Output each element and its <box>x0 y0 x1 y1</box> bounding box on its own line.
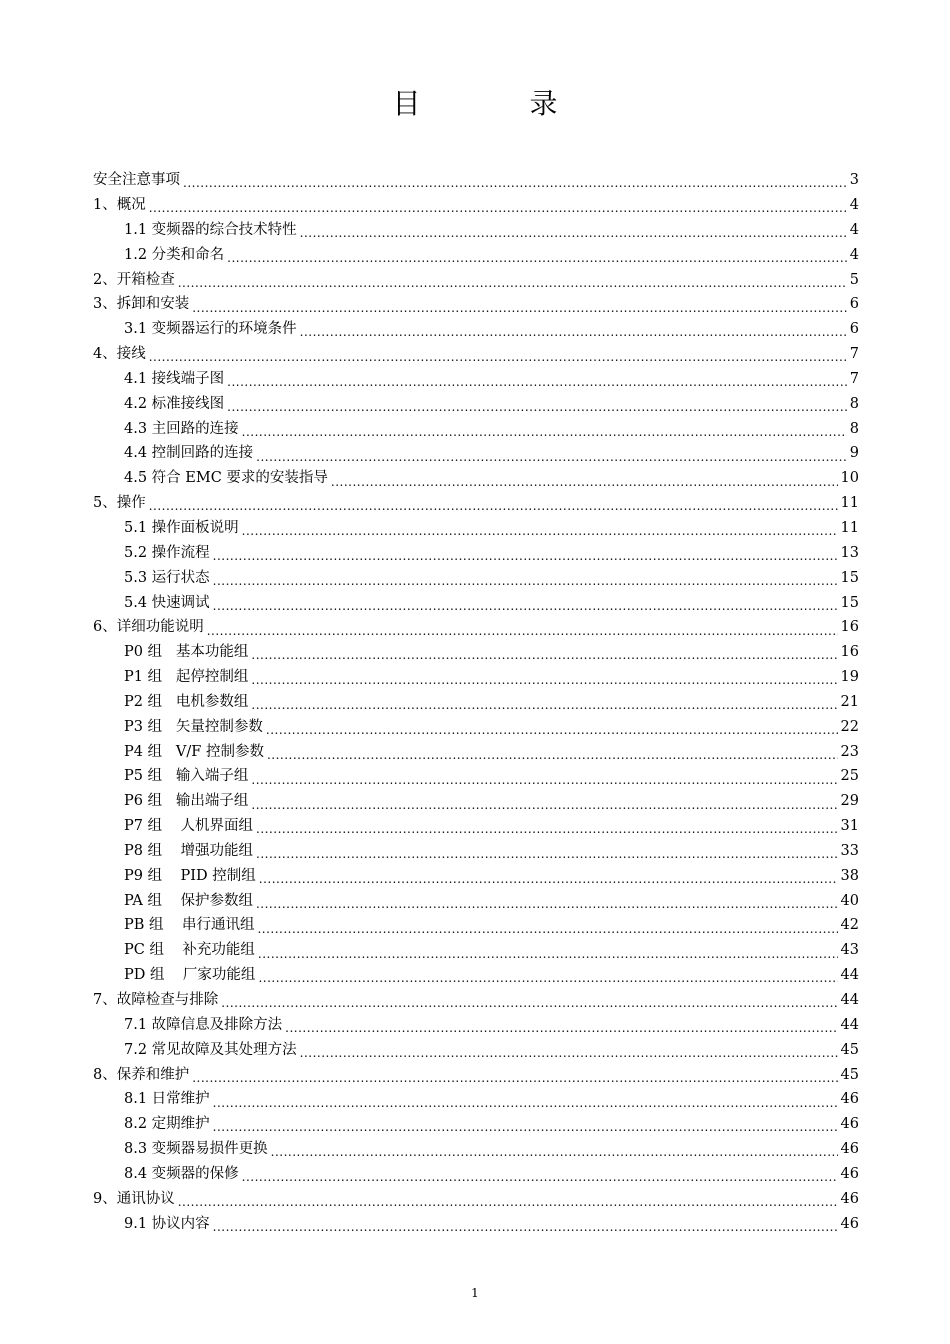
toc-entry[interactable] <box>93 491 859 516</box>
toc-entry-page: 5 <box>849 271 859 288</box>
toc-entry[interactable] <box>93 690 859 715</box>
toc-entry-page: 4 <box>849 221 859 238</box>
toc-entry-label: P0 组 基本功能组 <box>124 644 249 661</box>
toc-entry-page: 7 <box>849 346 859 363</box>
toc-entry[interactable] <box>93 218 859 243</box>
toc-entry-label: PC 组 补充功能组 <box>124 942 255 959</box>
toc-entry[interactable] <box>93 913 859 938</box>
toc-leader-dots <box>300 227 847 239</box>
toc-entry[interactable] <box>93 888 859 913</box>
toc-entry-label: P6 组 输出端子组 <box>124 793 249 810</box>
toc-entry[interactable] <box>93 1062 859 1087</box>
toc-entry-page: 46 <box>840 1116 859 1133</box>
toc-entry[interactable] <box>93 292 859 317</box>
toc-entry-label: 1、概况 <box>93 197 146 214</box>
toc-entry[interactable] <box>93 789 859 814</box>
toc-leader-dots <box>285 1022 837 1034</box>
toc-leader-dots <box>266 724 838 736</box>
toc-entry-page: 3 <box>849 172 859 189</box>
toc-leader-dots <box>149 351 847 363</box>
toc-entry[interactable] <box>93 267 859 292</box>
toc-entry-label: 2、开箱检查 <box>93 271 175 288</box>
toc-leader-dots <box>257 923 837 935</box>
toc-entry-page: 8 <box>849 420 859 437</box>
toc-entry-page: 15 <box>840 594 859 611</box>
toc-leader-dots <box>149 202 847 214</box>
toc-entry-label: 1.1 变频器的综合技术特性 <box>124 221 297 238</box>
toc-entry[interactable] <box>93 317 859 342</box>
toc-entry-label: 3.1 变频器运行的环境条件 <box>124 321 297 338</box>
toc-entry-label: 5.1 操作面板说明 <box>124 519 239 536</box>
toc-leader-dots <box>221 997 837 1009</box>
toc-entry-label: 8、保养和维护 <box>93 1066 190 1083</box>
toc-entry[interactable] <box>93 615 859 640</box>
toc-leader-dots <box>256 848 838 860</box>
toc-entry[interactable] <box>93 1187 859 1212</box>
toc-leader-dots <box>251 674 837 686</box>
toc-entry-label: 7.1 故障信息及排除方法 <box>124 1016 283 1033</box>
toc-entry-page: 16 <box>840 619 859 636</box>
toc-entry-label: 8.2 定期维护 <box>124 1116 210 1133</box>
toc-entry-page: 6 <box>849 321 859 338</box>
page-number: 1 <box>471 1286 479 1300</box>
toc-entry[interactable] <box>93 1087 859 1112</box>
toc-entry[interactable] <box>93 1162 859 1187</box>
toc-leader-dots <box>251 774 837 786</box>
toc-entry-page: 13 <box>840 544 859 561</box>
toc-entry-label: 7.2 常见故障及其处理方法 <box>124 1041 297 1058</box>
toc-entry-page: 21 <box>840 693 859 710</box>
toc-entry-page: 11 <box>840 519 859 536</box>
toc-entry-label: P8 组 增强功能组 <box>124 842 254 859</box>
toc-leader-dots <box>300 1047 838 1059</box>
toc-leader-dots <box>213 1221 838 1233</box>
toc-entry-page: 31 <box>840 818 859 835</box>
toc-entry-label: P2 组 电机参数组 <box>124 693 249 710</box>
toc-entry[interactable] <box>93 367 859 392</box>
toc-entry-page: 4 <box>849 197 859 214</box>
toc-entry-label: 5.4 快速调试 <box>124 594 210 611</box>
table-of-contents <box>93 168 859 1236</box>
toc-entry-page: 10 <box>840 470 859 487</box>
toc-leader-dots <box>242 426 847 438</box>
toc-leader-dots <box>178 277 847 289</box>
toc-leader-dots <box>251 649 837 661</box>
toc-leader-dots <box>213 550 838 562</box>
toc-entry-page: 44 <box>840 967 859 984</box>
toc-leader-dots <box>300 326 847 338</box>
toc-leader-dots <box>242 525 838 537</box>
toc-entry[interactable] <box>93 814 859 839</box>
toc-leader-dots <box>183 177 847 189</box>
toc-entry-page: 7 <box>849 370 859 387</box>
toc-entry-page: 29 <box>840 793 859 810</box>
toc-entry[interactable] <box>93 590 859 615</box>
toc-leader-dots <box>227 252 847 264</box>
toc-entry-page: 46 <box>840 1215 859 1232</box>
toc-entry-page: 46 <box>840 1141 859 1158</box>
toc-entry[interactable] <box>93 541 859 566</box>
toc-entry[interactable] <box>93 1211 859 1236</box>
toc-entry[interactable] <box>93 342 859 367</box>
toc-leader-dots <box>213 1097 838 1109</box>
toc-leader-dots <box>259 873 838 885</box>
toc-entry-label: 安全注意事项 <box>93 172 180 189</box>
toc-entry-label: 1.2 分类和命名 <box>124 246 225 263</box>
toc-entry[interactable] <box>93 392 859 417</box>
toc-entry-label: 5.3 运行状态 <box>124 569 210 586</box>
toc-entry-page: 46 <box>840 1190 859 1207</box>
toc-entry-page: 11 <box>840 495 859 512</box>
toc-entry[interactable] <box>93 764 859 789</box>
toc-entry-page: 40 <box>840 892 859 909</box>
toc-entry-page: 43 <box>840 942 859 959</box>
toc-entry[interactable] <box>93 1013 859 1038</box>
toc-entry[interactable] <box>93 839 859 864</box>
toc-leader-dots <box>213 575 838 587</box>
toc-entry-label: P7 组 人机界面组 <box>124 818 254 835</box>
toc-leader-dots <box>227 401 847 413</box>
toc-leader-dots <box>192 1072 837 1084</box>
toc-entry[interactable] <box>93 963 859 988</box>
page-title: 目 录 <box>392 87 608 120</box>
toc-entry[interactable] <box>93 441 859 466</box>
toc-entry-page: 23 <box>840 743 859 760</box>
toc-entry-page: 16 <box>840 644 859 661</box>
toc-entry[interactable] <box>93 243 859 268</box>
toc-entry[interactable] <box>93 1137 859 1162</box>
toc-entry[interactable] <box>93 715 859 740</box>
toc-leader-dots <box>149 500 838 512</box>
toc-entry[interactable] <box>93 739 859 764</box>
toc-entry[interactable] <box>93 516 859 541</box>
toc-entry-label: 7、故障检查与排除 <box>93 992 219 1009</box>
toc-entry-label: PD 组 厂家功能组 <box>124 967 256 984</box>
toc-entry-page: 45 <box>840 1066 859 1083</box>
toc-entry-page: 33 <box>840 842 859 859</box>
toc-entry-page: 46 <box>840 1091 859 1108</box>
toc-leader-dots <box>267 749 838 761</box>
toc-entry-label: P5 组 输入端子组 <box>124 768 249 785</box>
toc-leader-dots <box>258 972 837 984</box>
toc-entry[interactable] <box>93 938 859 963</box>
toc-entry-page: 19 <box>840 669 859 686</box>
toc-leader-dots <box>331 476 838 488</box>
toc-entry-label: P4 组 V/F 控制参数 <box>124 743 264 760</box>
toc-entry-label: 8.4 变频器的保修 <box>124 1165 239 1182</box>
toc-entry[interactable] <box>93 168 859 193</box>
toc-entry-label: P3 组 矢量控制参数 <box>124 718 263 735</box>
toc-entry-label: 9、通讯协议 <box>93 1190 175 1207</box>
toc-entry-page: 44 <box>840 992 859 1009</box>
toc-entry-label: 6、详细功能说明 <box>93 619 204 636</box>
toc-entry-page: 8 <box>849 395 859 412</box>
toc-entry-label: 4.5 符合 EMC 要求的安装指导 <box>124 470 328 487</box>
toc-entry[interactable] <box>93 864 859 889</box>
toc-leader-dots <box>251 799 837 811</box>
toc-entry-label: P1 组 起停控制组 <box>124 669 249 686</box>
toc-leader-dots <box>213 600 838 612</box>
toc-entry-page: 45 <box>840 1041 859 1058</box>
toc-entry-page: 15 <box>840 569 859 586</box>
toc-entry-page: 42 <box>840 917 859 934</box>
toc-entry-page: 44 <box>840 1016 859 1033</box>
toc-entry[interactable] <box>93 566 859 591</box>
toc-entry-label: 4.3 主回路的连接 <box>124 420 239 437</box>
toc-entry-label: 4.1 接线端子图 <box>124 370 225 387</box>
toc-leader-dots <box>256 823 838 835</box>
toc-entry-label: P9 组 PID 控制组 <box>124 867 256 884</box>
toc-leader-dots <box>256 898 838 910</box>
toc-entry[interactable] <box>93 193 859 218</box>
toc-entry-label: 4、接线 <box>93 346 146 363</box>
toc-entry-label: 4.2 标准接线图 <box>124 395 225 412</box>
toc-entry[interactable] <box>93 1038 859 1063</box>
toc-entry[interactable] <box>93 416 859 441</box>
toc-entry-label: PB 组 串行通讯组 <box>124 917 255 934</box>
toc-leader-dots <box>271 1146 838 1158</box>
toc-entry-label: 5、操作 <box>93 495 146 512</box>
toc-entry-page: 25 <box>840 768 859 785</box>
toc-leader-dots <box>178 1196 838 1208</box>
toc-entry-page: 6 <box>849 296 859 313</box>
toc-entry[interactable] <box>93 1112 859 1137</box>
toc-leader-dots <box>242 1171 838 1183</box>
toc-entry-label: 9.1 协议内容 <box>124 1215 210 1232</box>
toc-entry-page: 38 <box>840 867 859 884</box>
toc-leader-dots <box>251 699 837 711</box>
toc-entry-page: 9 <box>849 445 859 462</box>
toc-entry-label: 8.3 变频器易损件更换 <box>124 1141 268 1158</box>
toc-entry-page: 46 <box>840 1165 859 1182</box>
toc-entry[interactable] <box>93 988 859 1013</box>
toc-leader-dots <box>213 1121 838 1133</box>
toc-leader-dots <box>207 625 838 637</box>
toc-entry[interactable] <box>93 466 859 491</box>
toc-entry-label: 4.4 控制回路的连接 <box>124 445 254 462</box>
toc-leader-dots <box>256 451 847 463</box>
toc-entry[interactable] <box>93 640 859 665</box>
toc-entry-page: 4 <box>849 246 859 263</box>
toc-leader-dots <box>192 302 847 314</box>
toc-entry-label: 3、拆卸和安装 <box>93 296 190 313</box>
toc-entry[interactable] <box>93 665 859 690</box>
toc-entry-label: 5.2 操作流程 <box>124 544 210 561</box>
toc-entry-label: 8.1 日常维护 <box>124 1091 210 1108</box>
toc-entry-page: 22 <box>840 718 859 735</box>
toc-entry-label: PA 组 保护参数组 <box>124 892 253 909</box>
toc-leader-dots <box>227 376 847 388</box>
toc-leader-dots <box>258 948 838 960</box>
